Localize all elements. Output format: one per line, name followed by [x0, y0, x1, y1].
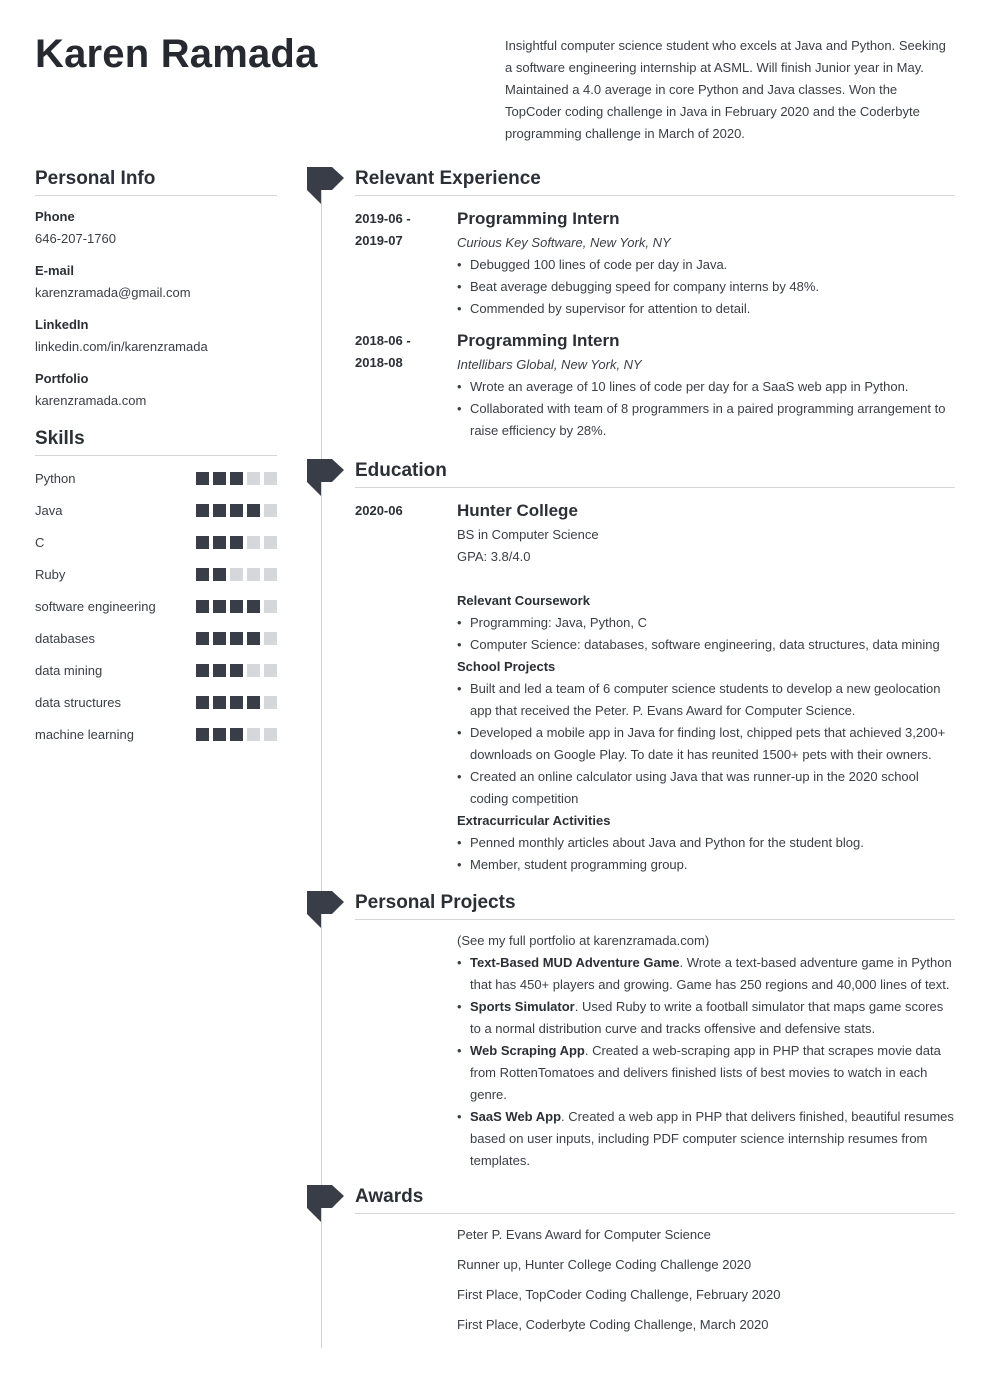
- project-item: [457, 1040, 955, 1106]
- skill-level-square: [196, 632, 209, 645]
- skill-level-square: [264, 632, 277, 645]
- experience-date: 2019-06 - 2019-07: [355, 211, 411, 248]
- section-flag-icon: [307, 459, 344, 496]
- education-entry: [355, 500, 955, 876]
- linkedin-label: LinkedIn: [35, 317, 89, 332]
- skill-level-square: [230, 664, 243, 677]
- skill-name: data mining: [35, 662, 103, 678]
- skill-level-meter: [196, 632, 277, 645]
- bullet-item: • Developed a mobile app in Java for finding lost, chipped pets that achieved 3,200+ downloads on Google Play. To date it has reunited 1500+ pets with their owners.: [457, 722, 955, 766]
- school-projects-list: [457, 678, 955, 810]
- personal-projects-section: [355, 892, 955, 1172]
- skill-level-square: [213, 696, 226, 709]
- project-desc: . Used Ruby to write a football simulator that maps game scores to a normal distribution curve and tracks offensive and defensive stats.: [470, 999, 944, 1036]
- project-desc: . Created a web app in PHP that delivers finished, beautiful resumes based on user inputs, including PDF computer science internship resumes from templates.: [470, 1109, 954, 1168]
- experience-entry: [355, 330, 955, 442]
- skill-row: [35, 558, 277, 590]
- award-item: Peter P. Evans Award for Computer Science: [457, 1227, 711, 1242]
- experience-date: 2018-06 - 2018-08: [355, 333, 411, 370]
- portfolio-value: karenzramada.com: [35, 393, 147, 408]
- section-flag-icon: [307, 891, 344, 928]
- skill-level-meter: [196, 696, 277, 709]
- skill-level-square: [247, 664, 260, 677]
- personal-info-title: Personal Info: [35, 168, 277, 196]
- award-item: First Place, Coderbyte Coding Challenge, March 2020: [457, 1317, 769, 1332]
- activities-list: [457, 832, 955, 876]
- skill-level-square: [230, 568, 243, 581]
- skill-level-square: [230, 728, 243, 741]
- portfolio-note: (See my full portfolio at karenzramada.com): [457, 933, 710, 948]
- bullet-item: • Member, student programming group.: [457, 854, 955, 876]
- skill-level-square: [247, 600, 260, 613]
- skills-title: Skills: [35, 428, 277, 456]
- awards-title: Awards: [355, 1186, 955, 1214]
- skill-level-square: [196, 696, 209, 709]
- coursework-heading: Relevant Coursework: [457, 593, 590, 608]
- project-desc: . Wrote a text-based adventure game in Python that has 450+ players and growing. Game has 250 regions and 40,000 lines of text.: [470, 955, 952, 992]
- skill-level-square: [264, 536, 277, 549]
- project-desc: . Created a web-scraping app in PHP that scrapes movie data from RottenTomatoes and delivers finished lists of best movies to watch in each genre.: [470, 1043, 941, 1102]
- skill-name: machine learning: [35, 726, 135, 742]
- skill-level-square: [247, 568, 260, 581]
- education-section: [355, 460, 955, 876]
- experience-bullets: [457, 376, 955, 442]
- skill-level-square: [230, 696, 243, 709]
- skill-row: [35, 494, 277, 526]
- bullet-item: • Built and led a team of 6 computer science students to develop a new geolocation app that received the Peter. P. Evans Award for Computer Science.: [457, 678, 955, 722]
- skill-name: Ruby: [35, 566, 66, 582]
- skill-level-meter: [196, 472, 277, 485]
- skill-level-meter: [196, 536, 277, 549]
- company: Intellibars Global, New York, NY: [457, 357, 642, 372]
- skill-level-square: [264, 696, 277, 709]
- skill-level-square: [264, 664, 277, 677]
- skill-level-square: [196, 472, 209, 485]
- bullet-item: • Debugged 100 lines of code per day in Java.: [457, 254, 955, 276]
- bullet-item: • Computer Science: databases, software engineering, data structures, data mining: [457, 634, 955, 656]
- skill-level-square: [247, 696, 260, 709]
- awards-section: [355, 1186, 955, 1344]
- skill-row: [35, 462, 277, 494]
- skill-level-square: [230, 600, 243, 613]
- skill-level-square: [264, 504, 277, 517]
- timeline-line: [321, 190, 322, 1348]
- skill-level-square: [213, 728, 226, 741]
- phone-label: Phone: [35, 209, 75, 224]
- skill-level-meter: [196, 728, 277, 741]
- experience-section: [355, 168, 955, 442]
- experience-title: Relevant Experience: [355, 168, 955, 196]
- award-item: First Place, TopCoder Coding Challenge, February 2020: [457, 1287, 781, 1302]
- skill-row: [35, 686, 277, 718]
- skill-row: [35, 622, 277, 654]
- bullet-item: • Beat average debugging speed for company interns by 48%.: [457, 276, 955, 298]
- gpa: GPA: 3.8/4.0: [457, 549, 531, 564]
- skill-level-square: [230, 472, 243, 485]
- skill-level-square: [196, 568, 209, 581]
- project-item: [457, 996, 955, 1040]
- education-title: Education: [355, 460, 955, 488]
- experience-entry: [355, 208, 955, 320]
- bullet-item: • Commended by supervisor for attention to detail.: [457, 298, 955, 320]
- skill-level-square: [213, 504, 226, 517]
- education-date: 2020-06: [355, 503, 403, 518]
- skill-level-square: [264, 728, 277, 741]
- coursework-list: [457, 612, 955, 656]
- skill-name: Java: [35, 502, 63, 518]
- skill-level-square: [230, 504, 243, 517]
- skill-level-square: [247, 472, 260, 485]
- candidate-name: Karen Ramada: [35, 32, 318, 76]
- skill-level-square: [213, 600, 226, 613]
- job-title: Programming Intern: [457, 331, 620, 350]
- skill-level-square: [264, 568, 277, 581]
- skill-level-square: [196, 504, 209, 517]
- bullet-item: • Programming: Java, Python, C: [457, 612, 955, 634]
- bullet-item: • Wrote an average of 10 lines of code per day for a SaaS web app in Python.: [457, 376, 955, 398]
- skill-level-square: [264, 472, 277, 485]
- skill-level-meter: [196, 568, 277, 581]
- school-name: Hunter College: [457, 501, 578, 520]
- skill-level-square: [196, 536, 209, 549]
- phone-value: 646-207-1760: [35, 231, 116, 246]
- projects-list: [457, 952, 955, 1172]
- bullet-item: • Created an online calculator using Java that was runner-up in the 2020 school coding competition: [457, 766, 955, 810]
- left-column: [35, 168, 277, 750]
- skill-level-square: [213, 472, 226, 485]
- summary-text: Insightful computer science student who excels at Java and Python. Seeking a software engineering internship at ASML. Will finish Junior year in May. Maintained a 4.0 average in core Python and Java classes. Won the TopCoder coding challenge in Java in February 2020 and the Coderbyte programming challenge in March of 2020.: [505, 38, 946, 141]
- email-value: karenzramada@gmail.com: [35, 285, 191, 300]
- award-item: Runner up, Hunter College Coding Challenge 2020: [457, 1257, 752, 1272]
- skill-name: C: [35, 534, 45, 550]
- skill-level-square: [230, 632, 243, 645]
- section-flag-icon: [307, 1185, 344, 1222]
- project-item: [457, 952, 955, 996]
- skill-row: [35, 654, 277, 686]
- linkedin-value: linkedin.com/in/karenzramada: [35, 339, 208, 354]
- job-title: Programming Intern: [457, 209, 620, 228]
- project-item: [457, 1106, 955, 1172]
- portfolio-label: Portfolio: [35, 371, 89, 386]
- skill-level-square: [264, 600, 277, 613]
- skill-name: data structures: [35, 694, 121, 710]
- skill-level-square: [213, 568, 226, 581]
- skill-level-square: [230, 536, 243, 549]
- skill-level-meter: [196, 600, 277, 613]
- skill-level-square: [196, 664, 209, 677]
- school-projects-heading: School Projects: [457, 659, 556, 674]
- bullet-item: • Penned monthly articles about Java and Python for the student blog.: [457, 832, 955, 854]
- project-name: SaaS Web App: [470, 1109, 562, 1124]
- skills-list: [35, 462, 277, 750]
- skill-level-square: [213, 664, 226, 677]
- skill-row: [35, 590, 277, 622]
- skill-level-square: [247, 536, 260, 549]
- skill-level-square: [247, 632, 260, 645]
- skill-name: Python: [35, 470, 76, 486]
- company: Curious Key Software, New York, NY: [457, 235, 671, 250]
- skill-level-square: [247, 728, 260, 741]
- skill-level-square: [196, 600, 209, 613]
- email-label: E-mail: [35, 263, 75, 278]
- skill-name: databases: [35, 630, 95, 646]
- bullet-item: • Collaborated with team of 8 programmers in a paired programming arrangement to raise efficiency by 28%.: [457, 398, 955, 442]
- section-flag-icon: [307, 167, 344, 204]
- project-name: Web Scraping App: [470, 1043, 585, 1058]
- skill-level-square: [196, 728, 209, 741]
- skill-level-meter: [196, 504, 277, 517]
- skill-name: software engineering: [35, 598, 156, 614]
- activities-heading: Extracurricular Activities: [457, 813, 611, 828]
- project-name: Text-Based MUD Adventure Game: [470, 955, 680, 970]
- skill-level-square: [213, 536, 226, 549]
- skill-level-meter: [196, 664, 277, 677]
- skill-level-square: [213, 632, 226, 645]
- degree: BS in Computer Science: [457, 527, 599, 542]
- personal-projects-title: Personal Projects: [355, 892, 955, 920]
- project-name: Sports Simulator: [470, 999, 575, 1014]
- skill-row: [35, 526, 277, 558]
- skill-level-square: [247, 504, 260, 517]
- skill-row: [35, 718, 277, 750]
- experience-bullets: [457, 254, 955, 320]
